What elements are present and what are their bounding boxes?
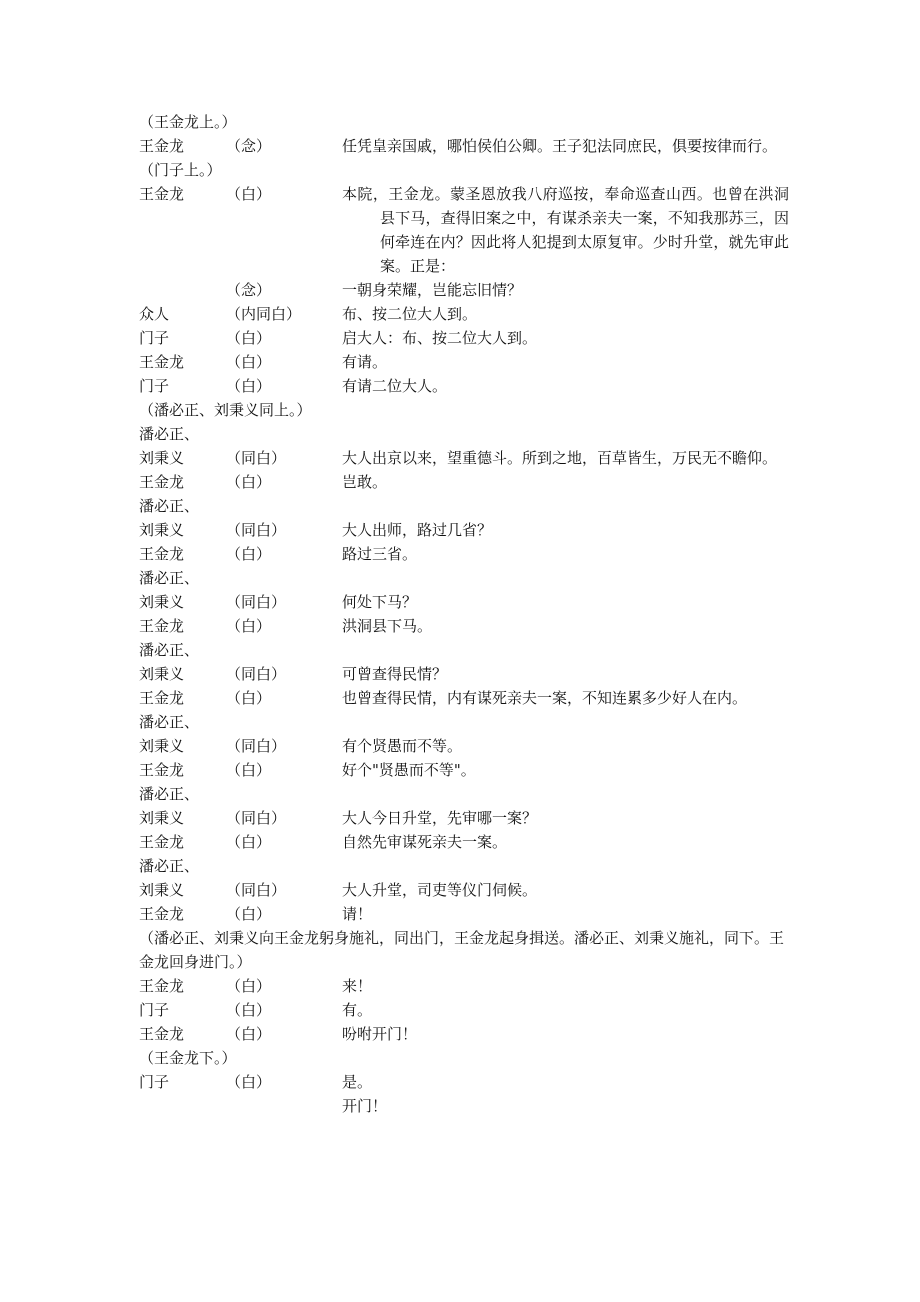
dialogue-text: 大人出师，路过几省？	[342, 521, 493, 539]
dialogue-row	[139, 662, 789, 686]
dialogue-row	[139, 1094, 789, 1118]
speaker-name: 王金龙	[139, 905, 185, 923]
dialogue-row	[139, 590, 789, 614]
dialogue-text: 启大人：布、按二位大人到。	[342, 329, 538, 347]
dialogue-text: 来！	[342, 977, 373, 995]
delivery-mode	[226, 782, 342, 806]
speaker-name: 王金龙	[139, 353, 185, 371]
delivery-mode: （同白）	[226, 593, 287, 611]
delivery-mode: （白）	[226, 1025, 272, 1043]
dialogue-row	[139, 518, 789, 542]
speaker-name: 门子	[139, 329, 170, 347]
dialogue-row	[139, 974, 789, 998]
speaker-name: 刘秉义	[139, 737, 185, 755]
delivery-mode: （白）	[226, 473, 272, 491]
dialogue-text: 请！	[342, 905, 373, 923]
delivery-mode	[226, 494, 342, 518]
stage-direction: （潘必正、刘秉义同上。）	[139, 401, 312, 419]
dialogue-row	[139, 350, 789, 374]
delivery-mode: （同白）	[226, 737, 287, 755]
speaker-name: 潘必正、	[139, 425, 200, 443]
speaker-name: 潘必正、	[139, 641, 200, 659]
dialogue-text: 岂敢。	[342, 473, 388, 491]
dialogue-row	[139, 758, 789, 782]
delivery-mode: （同白）	[226, 521, 287, 539]
stage-direction: （王金龙下。）	[139, 1049, 237, 1067]
speaker-name: 王金龙	[139, 617, 185, 635]
delivery-mode: （白）	[226, 905, 272, 923]
speaker-name: 刘秉义	[139, 665, 185, 683]
dialogue-text: 大人出京以来，望重德斗。所到之地，百草皆生，万民无不瞻仰。	[342, 449, 778, 467]
dialogue-row	[139, 710, 789, 734]
dialogue-row	[139, 614, 789, 638]
delivery-mode: （同白）	[226, 665, 287, 683]
dialogue-text: 一朝身荣耀，岂能忘旧情？	[342, 281, 523, 299]
dialogue-row	[139, 278, 789, 302]
dialogue-row	[139, 1022, 789, 1046]
dialogue-row	[139, 782, 789, 806]
dialogue-row	[139, 638, 789, 662]
dialogue-text: 任凭皇亲国戚，哪怕侯伯公卿。王子犯法同庶民，俱要按律而行。	[342, 137, 778, 155]
delivery-mode: （白）	[226, 833, 272, 851]
delivery-mode	[226, 422, 342, 446]
speaker-name: 潘必正、	[139, 497, 200, 515]
speaker-name: 王金龙	[139, 833, 185, 851]
speaker-name: 王金龙	[139, 689, 185, 707]
dialogue-text: 有请。	[342, 353, 388, 371]
dialogue-text: 有个贤愚而不等。	[342, 737, 463, 755]
delivery-mode	[226, 1094, 342, 1118]
dialogue-text: 本院，王金龙。蒙圣恩放我八府巡按，奉命巡查山西。也曾在洪洞县下马，查得旧案之中，有谋杀亲夫一案，不知我那苏三，因何牵连在内？因此将人犯提到太原复审。少时升堂，就先审此案。正是：	[342, 185, 789, 275]
speaker-name: 潘必正、	[139, 569, 200, 587]
dialogue-row	[139, 878, 789, 902]
dialogue-text: 大人今日升堂，先审哪一案？	[342, 809, 538, 827]
stage-direction: （门子上。）	[139, 161, 222, 179]
dialogue-text: 路过三省。	[342, 545, 418, 563]
delivery-mode: （白）	[226, 377, 272, 395]
speaker-name	[139, 278, 226, 302]
dialogue-text: 自然先审谋死亲夫一案。	[342, 833, 508, 851]
stage-direction: （潘必正、刘秉义向王金龙躬身施礼，同出门，王金龙起身揖送。潘必正、刘秉义施礼，同下。王金龙回身进门。）	[139, 929, 785, 971]
dialogue-text: 有。	[342, 1001, 373, 1019]
speaker-name: 王金龙	[139, 977, 185, 995]
dialogue-row	[139, 542, 789, 566]
dialogue-row	[139, 998, 789, 1022]
dialogue-row	[139, 326, 789, 350]
speaker-name: 潘必正、	[139, 857, 200, 875]
speaker-name: 王金龙	[139, 137, 185, 155]
speaker-name: 众人	[139, 305, 170, 323]
dialogue-row	[139, 470, 789, 494]
delivery-mode: （白）	[226, 617, 272, 635]
dialogue-row	[139, 494, 789, 518]
dialogue-row	[139, 374, 789, 398]
delivery-mode: （白）	[226, 1001, 272, 1019]
dialogue-row	[139, 422, 789, 446]
dialogue-text: 吩咐开门！	[342, 1025, 418, 1043]
delivery-mode	[226, 566, 342, 590]
delivery-mode: （白）	[226, 185, 272, 203]
dialogue-row	[139, 830, 789, 854]
dialogue-row	[139, 302, 789, 326]
dialogue-row	[139, 854, 789, 878]
delivery-mode: （白）	[226, 689, 272, 707]
delivery-mode: （白）	[226, 761, 272, 779]
dialogue-text: 布、按二位大人到。	[342, 305, 478, 323]
speaker-name: 刘秉义	[139, 449, 185, 467]
delivery-mode: （白）	[226, 977, 272, 995]
speaker-name: 潘必正、	[139, 785, 200, 803]
speaker-name: 门子	[139, 1073, 170, 1091]
delivery-mode: （同白）	[226, 809, 287, 827]
dialogue-row	[139, 566, 789, 590]
delivery-mode: （同白）	[226, 881, 287, 899]
delivery-mode	[226, 638, 342, 662]
dialogue-text: 可曾查得民情？	[342, 665, 448, 683]
delivery-mode: （内同白）	[226, 305, 302, 323]
speaker-name: 刘秉义	[139, 593, 185, 611]
delivery-mode: （白）	[226, 329, 272, 347]
dialogue-row	[139, 686, 789, 710]
delivery-mode: （同白）	[226, 449, 287, 467]
dialogue-row	[139, 1070, 789, 1094]
speaker-name	[139, 1094, 226, 1118]
dialogue-row	[139, 182, 789, 278]
dialogue-row	[139, 134, 789, 158]
delivery-mode: （白）	[226, 545, 272, 563]
speaker-name: 门子	[139, 377, 170, 395]
dialogue-row	[139, 902, 789, 926]
delivery-mode	[226, 710, 342, 734]
dialogue-text: 也曾查得民情，内有谋死亲夫一案，不知连累多少好人在内。	[342, 689, 748, 707]
speaker-name: 潘必正、	[139, 713, 200, 731]
speaker-name: 门子	[139, 1001, 170, 1019]
dialogue-text: 好个"贤愚而不等"。	[342, 761, 476, 779]
dialogue-text: 开门！	[342, 1097, 388, 1115]
dialogue-row	[139, 734, 789, 758]
dialogue-text: 何处下马？	[342, 593, 418, 611]
dialogue-row	[139, 806, 789, 830]
delivery-mode: （念）	[226, 137, 272, 155]
speaker-name: 王金龙	[139, 473, 185, 491]
speaker-name: 王金龙	[139, 185, 185, 203]
speaker-name: 刘秉义	[139, 521, 185, 539]
dialogue-row	[139, 446, 789, 470]
speaker-name: 刘秉义	[139, 881, 185, 899]
script-body	[139, 110, 789, 1118]
stage-direction: （王金龙上。）	[139, 113, 237, 131]
delivery-mode: （念）	[226, 281, 272, 299]
speaker-name: 王金龙	[139, 761, 185, 779]
delivery-mode: （白）	[226, 353, 272, 371]
speaker-name: 王金龙	[139, 1025, 185, 1043]
dialogue-text: 是。	[342, 1073, 373, 1091]
dialogue-text: 大人升堂，司吏等仪门伺候。	[342, 881, 538, 899]
dialogue-text: 洪洞县下马。	[342, 617, 433, 635]
delivery-mode	[226, 854, 342, 878]
dialogue-text: 有请二位大人。	[342, 377, 448, 395]
speaker-name: 刘秉义	[139, 809, 185, 827]
delivery-mode: （白）	[226, 1073, 272, 1091]
speaker-name: 王金龙	[139, 545, 185, 563]
